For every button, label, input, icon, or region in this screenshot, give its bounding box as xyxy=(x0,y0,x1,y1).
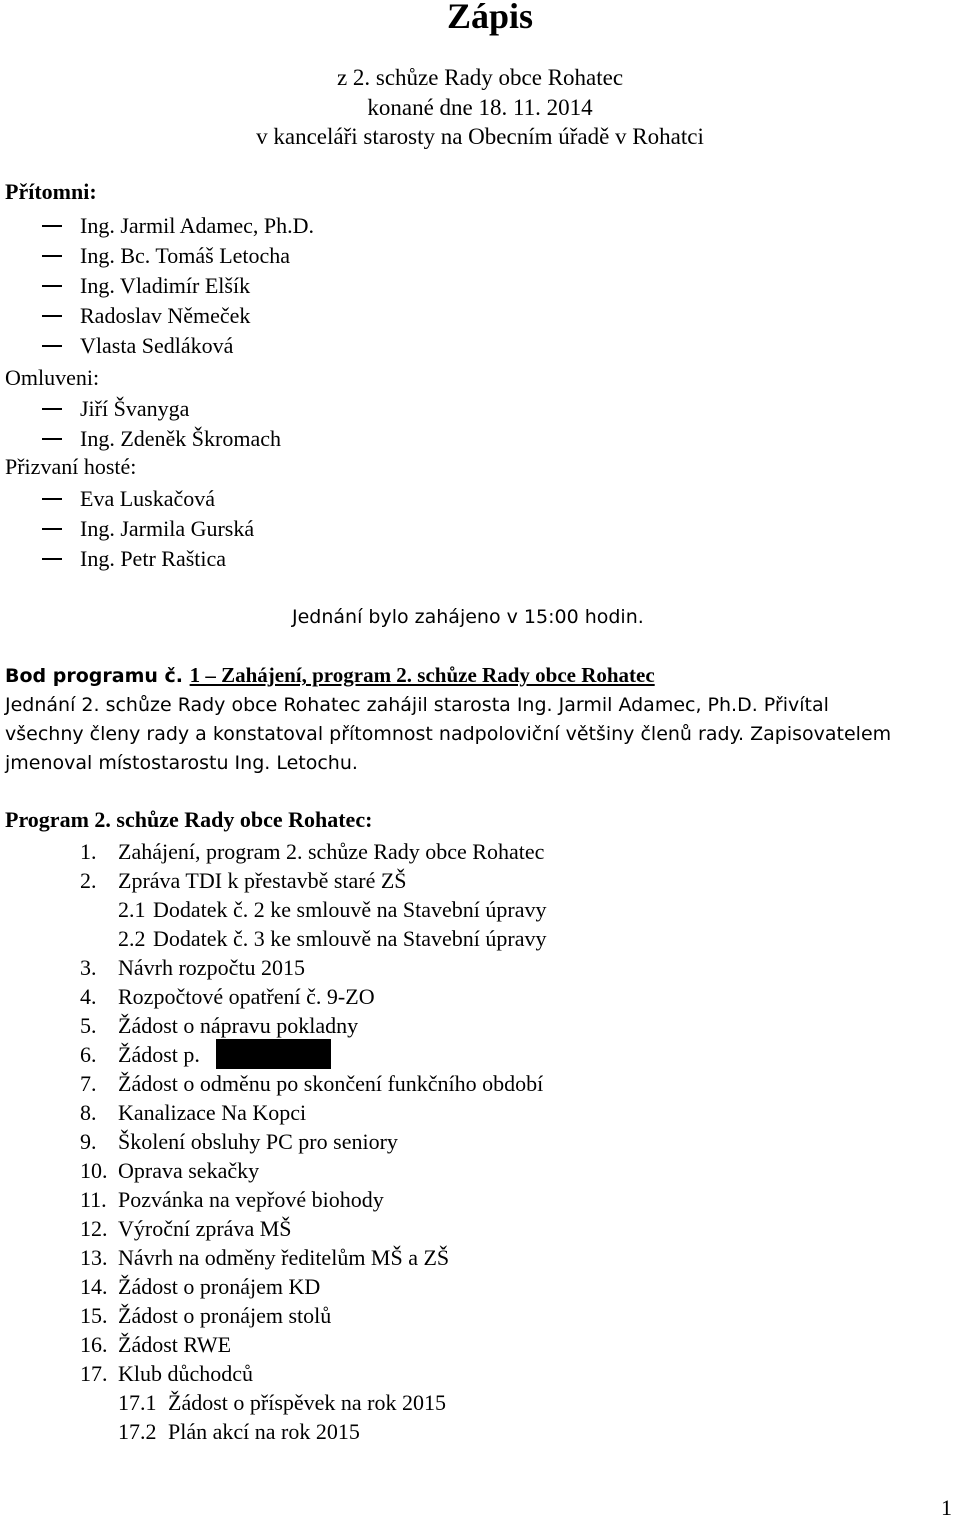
agenda-item-text: Žádost o pronájem KD xyxy=(118,1274,321,1299)
agenda-item-text: Žádost p. xyxy=(118,1042,200,1067)
person-name: Ing. Jarmil Adamec, Ph.D. xyxy=(80,213,315,238)
agenda-item-text: Dodatek č. 3 ke smlouvě na Stavební úpravy xyxy=(153,926,547,951)
agenda-item-text: Zpráva TDI k přestavbě staré ZŠ xyxy=(118,868,407,893)
agenda-item-text: Klub důchodců xyxy=(118,1361,254,1386)
agenda-item-text: Návrh rozpočtu 2015 xyxy=(118,955,305,980)
dash-bullet xyxy=(42,225,62,228)
list-item xyxy=(0,394,600,424)
person-name: Radoslav Němeček xyxy=(80,303,251,328)
agenda-item-number: 2. xyxy=(80,868,97,893)
dash-bullet xyxy=(42,315,62,318)
agenda-item-number: 8. xyxy=(80,1100,97,1125)
agenda-item-text: Oprava sekačky xyxy=(118,1158,260,1183)
agenda-item-number: 12. xyxy=(80,1216,108,1241)
guests-label: Přizvaní hosté: xyxy=(5,454,137,479)
redaction-block xyxy=(216,1039,331,1069)
paragraph-line: Jednání 2. schůze Rady obce Rohatec zahájil starosta Ing. Jarmil Adamec, Ph.D. Přivítal xyxy=(5,694,829,716)
list-item xyxy=(0,271,600,301)
list-item xyxy=(0,424,600,454)
dash-bullet xyxy=(42,528,62,531)
list-item xyxy=(0,331,600,361)
dash-bullet xyxy=(42,255,62,258)
present-list xyxy=(0,211,600,361)
dash-bullet xyxy=(42,285,62,288)
opening-time: Jednání bylo zahájeno v 15:00 hodin. xyxy=(292,606,644,628)
agenda-item-text: Žádost o odměnu po skončení funkčního období xyxy=(118,1071,544,1096)
agenda-item-text: Školení obsluhy PC pro seniory xyxy=(118,1129,398,1154)
agenda-item-number: 17. xyxy=(80,1361,108,1386)
list-item xyxy=(0,484,600,514)
person-name: Ing. Vladimír Elšík xyxy=(80,273,251,298)
person-name: Jiří Švanyga xyxy=(80,396,190,421)
dash-bullet xyxy=(42,345,62,348)
item-heading-title: 1 – Zahájení, program 2. schůze Rady obce Rohatec xyxy=(189,663,655,687)
agenda-item-text: Žádost o příspěvek na rok 2015 xyxy=(168,1390,446,1415)
dash-bullet xyxy=(42,498,62,501)
excused-list xyxy=(0,394,600,454)
agenda-item-number: 2.2 xyxy=(118,926,146,951)
list-item xyxy=(0,514,600,544)
person-name: Ing. Petr Raštica xyxy=(80,546,227,571)
agenda-item-number: 6. xyxy=(80,1042,97,1067)
agenda-item-number: 1. xyxy=(80,839,97,864)
list-item xyxy=(0,241,600,271)
item-heading-prefix: Bod programu č. xyxy=(5,665,190,687)
meeting-date-line: konané dne 18. 11. 2014 xyxy=(367,95,593,120)
agenda-item-number: 7. xyxy=(80,1071,97,1096)
present-label: Přítomni: xyxy=(5,179,97,204)
agenda-item-text: Zahájení, program 2. schůze Rady obce Rohatec xyxy=(118,839,545,864)
item-heading xyxy=(5,663,655,688)
meeting-line: z 2. schůze Rady obce Rohatec xyxy=(336,65,624,90)
agenda-item-text: Žádost o nápravu pokladny xyxy=(118,1013,359,1038)
agenda-item-text: Plán akcí na rok 2015 xyxy=(168,1419,360,1444)
list-item xyxy=(0,544,600,574)
person-name: Ing. Jarmila Gurská xyxy=(80,516,255,541)
agenda-item-number: 4. xyxy=(80,984,97,1009)
agenda-item-number: 11. xyxy=(80,1187,107,1212)
meeting-place-line: v kanceláři starosty na Obecním úřadě v Rohatci xyxy=(256,124,704,149)
agenda-item-number: 10. xyxy=(80,1158,108,1183)
agenda-item-text: Dodatek č. 2 ke smlouvě na Stavební úpravy xyxy=(153,897,547,922)
agenda-item-text: Návrh na odměny ředitelům MŠ a ZŠ xyxy=(118,1245,450,1270)
agenda-item-number: 9. xyxy=(80,1129,97,1154)
agenda-item-text: Výroční zpráva MŠ xyxy=(118,1216,292,1241)
dash-bullet xyxy=(42,438,62,441)
person-name: Ing. Bc. Tomáš Letocha xyxy=(80,243,291,268)
person-name: Vlasta Sedláková xyxy=(80,333,234,358)
page-number: 1 xyxy=(941,1495,952,1520)
document-title: Zápis xyxy=(446,0,534,36)
agenda-item-text: Rozpočtové opatření č. 9-ZO xyxy=(118,984,375,1009)
paragraph-line: všechny členy rady a konstatoval přítomnost nadpoloviční většiny členů rady. Zapisovatelem xyxy=(5,723,892,745)
agenda-item-text: Žádost RWE xyxy=(118,1332,232,1357)
dash-bullet xyxy=(42,408,62,411)
agenda-item-number: 16. xyxy=(80,1332,108,1357)
agenda-item-number: 17.2 xyxy=(118,1419,157,1444)
agenda-item-number: 15. xyxy=(80,1303,108,1328)
person-name: Ing. Zdeněk Škromach xyxy=(80,426,281,451)
excused-label: Omluveni: xyxy=(5,365,100,390)
agenda-item-text: Pozvánka na vepřové biohody xyxy=(118,1187,384,1212)
person-name: Eva Luskačová xyxy=(80,486,215,511)
agenda-item-text: Kanalizace Na Kopci xyxy=(118,1100,307,1125)
agenda-item-number: 14. xyxy=(80,1274,108,1299)
list-item xyxy=(0,301,600,331)
agenda-item-text: Žádost o pronájem stolů xyxy=(118,1303,332,1328)
agenda-item-number: 13. xyxy=(80,1245,108,1270)
agenda-item-number: 3. xyxy=(80,955,97,980)
agenda-item-number: 2.1 xyxy=(118,897,146,922)
guests-list xyxy=(0,484,600,574)
paragraph-line: jmenoval místostarostu Ing. Letochu. xyxy=(5,752,358,774)
dash-bullet xyxy=(42,558,62,561)
agenda-item-number: 5. xyxy=(80,1013,97,1038)
program-heading: Program 2. schůze Rady obce Rohatec: xyxy=(5,807,373,832)
list-item xyxy=(0,211,600,241)
agenda-item-number: 17.1 xyxy=(118,1390,157,1415)
